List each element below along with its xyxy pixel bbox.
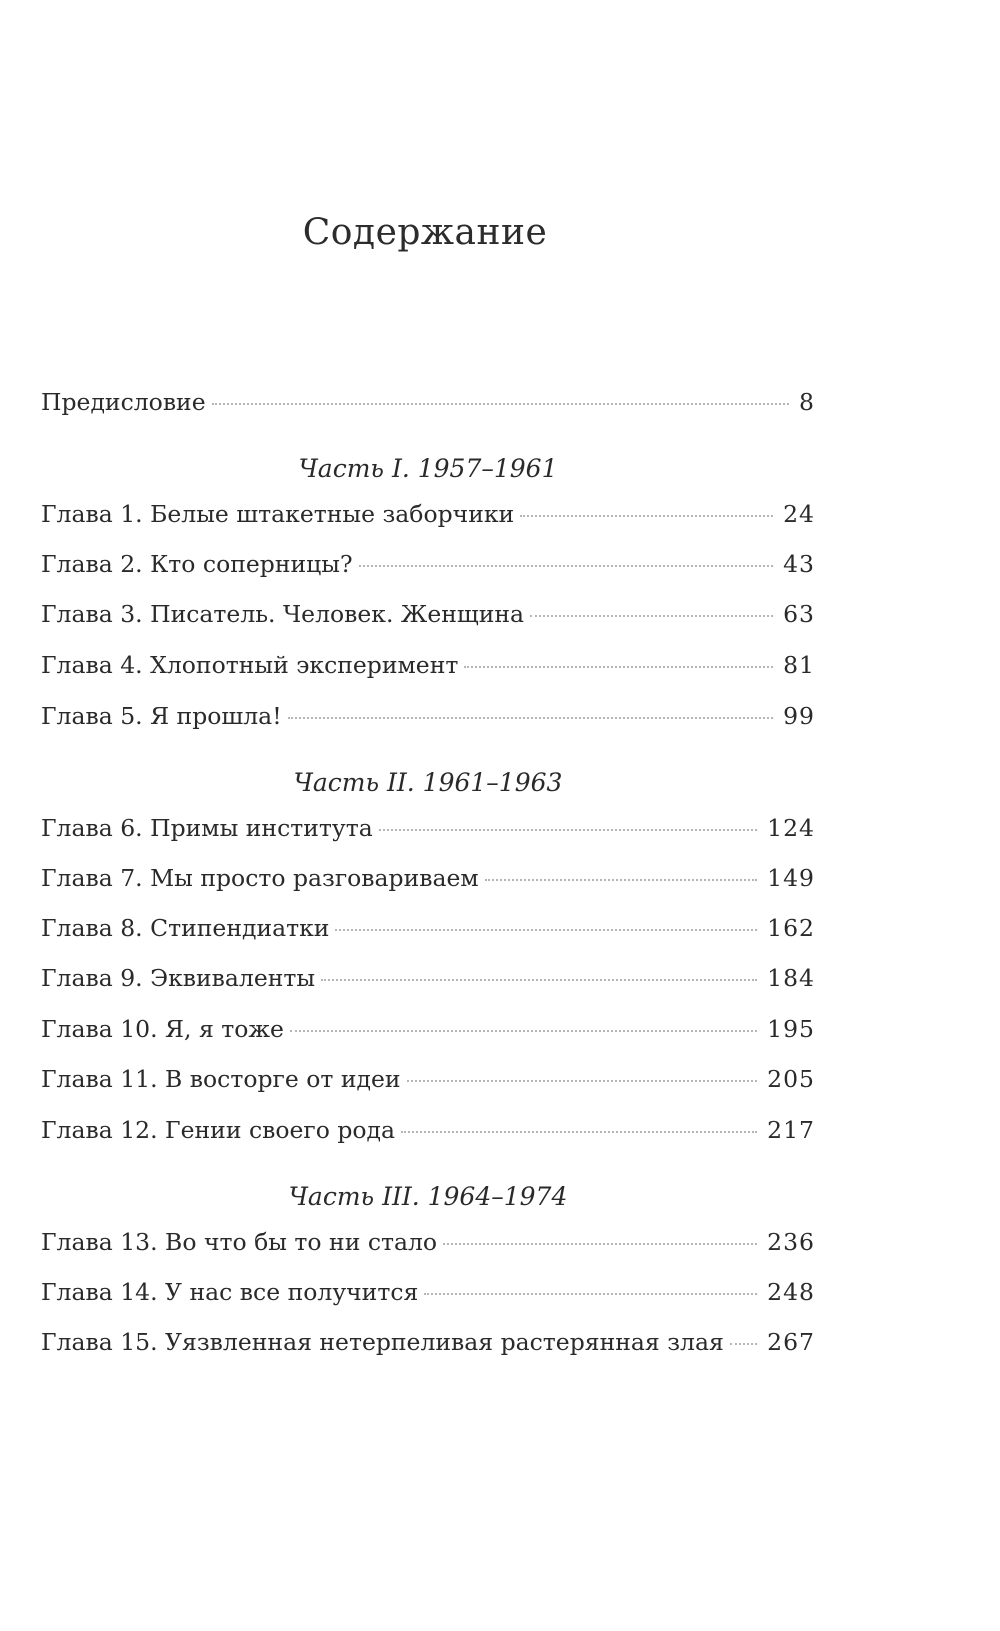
toc-entry-page-number: 236: [767, 1228, 815, 1256]
toc-entry-chapter-10[interactable]: [41, 1012, 815, 1046]
dot-leader: [464, 666, 773, 668]
toc-entry-page-number: 63: [783, 600, 815, 628]
dot-leader: [520, 515, 773, 517]
toc-entry-label: Глава 2. Кто соперницы?: [41, 550, 353, 578]
toc-entry-label: Глава 9. Эквиваленты: [41, 964, 316, 992]
toc-entry-chapter-5[interactable]: [41, 699, 815, 733]
toc-entry-page-number: 248: [767, 1278, 815, 1306]
toc-entry-label: Глава 11. В восторге от идеи: [41, 1065, 401, 1093]
dot-leader: [443, 1243, 757, 1245]
toc-entry-chapter-3[interactable]: [41, 597, 815, 631]
toc-entry-label: Глава 1. Белые штакетные заборчики: [41, 500, 515, 528]
toc-entry-label: Глава 15. Уязвленная нетерпеливая растерянная злая: [41, 1328, 724, 1356]
toc-entry-page-number: 99: [783, 702, 815, 730]
toc-entry-page-number: 149: [767, 864, 815, 892]
toc-entry-label: Глава 13. Во что бы то ни стало: [41, 1228, 438, 1256]
toc-entry-page-number: 162: [767, 914, 815, 942]
dot-leader: [424, 1293, 757, 1295]
toc-entry-label: Глава 5. Я прошла!: [41, 702, 282, 730]
part-heading-1: Часть I. 1957–1961: [298, 454, 558, 483]
toc-entry-label: Глава 6. Примы института: [41, 814, 373, 842]
page-title: Содержание: [302, 212, 548, 253]
toc-entry-chapter-12[interactable]: [41, 1113, 815, 1147]
toc-entry-chapter-11[interactable]: [41, 1062, 815, 1096]
toc-entry-page-number: 24: [783, 500, 815, 528]
toc-entry-chapter-1[interactable]: [41, 497, 815, 531]
dot-leader: [379, 829, 757, 831]
toc-entry-chapter-6[interactable]: [41, 811, 815, 845]
toc-entry-page-number: 43: [783, 550, 815, 578]
part-heading-2: Часть II. 1961–1963: [293, 768, 563, 797]
toc-entry-chapter-14[interactable]: [41, 1275, 815, 1309]
dot-leader: [321, 979, 757, 981]
toc-entry-label: Глава 7. Мы просто разговариваем: [41, 864, 479, 892]
dot-leader: [212, 403, 789, 405]
toc-entry-preface[interactable]: [41, 385, 815, 419]
toc-entry-page-number: 267: [767, 1328, 815, 1356]
part-heading-3: Часть III. 1964–1974: [288, 1182, 568, 1211]
toc-entry-chapter-8[interactable]: [41, 911, 815, 945]
toc-entry-page-number: 217: [767, 1116, 815, 1144]
toc-entry-label: Глава 8. Стипендиатки: [41, 914, 330, 942]
dot-leader: [335, 929, 757, 931]
toc-entry-page-number: 195: [767, 1015, 815, 1043]
toc-entry-chapter-2[interactable]: [41, 547, 815, 581]
dot-leader: [401, 1131, 757, 1133]
toc-entry-page-number: 205: [767, 1065, 815, 1093]
dot-leader: [407, 1080, 758, 1082]
toc-entry-page-number: 184: [767, 964, 815, 992]
toc-entry-chapter-7[interactable]: [41, 861, 815, 895]
dot-leader: [485, 879, 757, 881]
toc-entry-chapter-9[interactable]: [41, 961, 815, 995]
toc-entry-chapter-13[interactable]: [41, 1225, 815, 1259]
toc-entry-page-number: 8: [799, 388, 815, 416]
dot-leader: [290, 1030, 757, 1032]
toc-entry-page-number: 124: [767, 814, 815, 842]
toc-entry-page-number: 81: [783, 651, 815, 679]
toc-entry-label: Предисловие: [41, 388, 206, 416]
dot-leader: [359, 565, 774, 567]
dot-leader: [730, 1343, 757, 1345]
toc-entry-label: Глава 3. Писатель. Человек. Женщина: [41, 600, 525, 628]
toc-entry-label: Глава 14. У нас все получится: [41, 1278, 419, 1306]
dot-leader: [288, 717, 773, 719]
toc-entry-label: Глава 4. Хлопотный эксперимент: [41, 651, 459, 679]
toc-entry-chapter-15[interactable]: [41, 1325, 815, 1359]
toc-entry-label: Глава 10. Я, я тоже: [41, 1015, 284, 1043]
toc-entry-label: Глава 12. Гении своего рода: [41, 1116, 396, 1144]
dot-leader: [530, 615, 773, 617]
toc-entry-chapter-4[interactable]: [41, 648, 815, 682]
